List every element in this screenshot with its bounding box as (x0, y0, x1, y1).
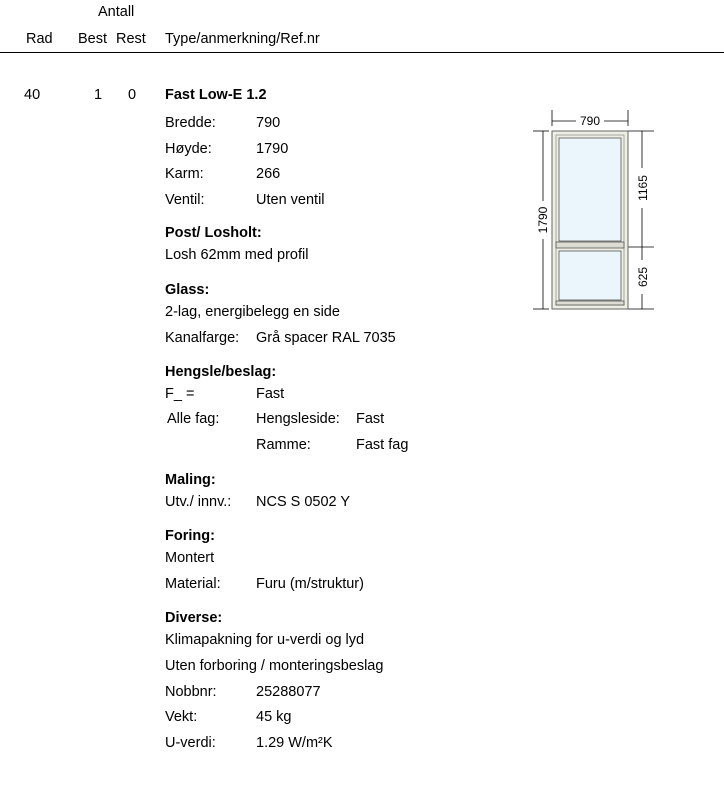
foring-material-label: Material: (165, 576, 221, 592)
dim-lower-label: 625 (636, 266, 650, 288)
row-rad: 40 (24, 87, 41, 103)
maling-value: NCS S 0502 Y (256, 494, 351, 510)
header-divider (0, 52, 724, 53)
hengsleside-label: Hengsleside: (256, 411, 340, 427)
spec-ventil-value: Uten ventil (256, 192, 325, 208)
ramme-label: Ramme: (256, 437, 311, 453)
row-rest: 0 (128, 87, 137, 103)
glass-kanal-label: Kanalfarge: (165, 330, 240, 346)
vekt-value: 45 kg (256, 709, 292, 725)
transom-bar (556, 242, 624, 248)
glass-text: 2-lag, energibelegg en side (165, 304, 340, 320)
hengsle-f-value: Fast (256, 386, 285, 402)
hengsleside-value: Fast (356, 411, 385, 427)
dim-width-label: 790 (579, 114, 601, 128)
dim-height-label: 1790 (536, 206, 550, 234)
nobb-value: 25288077 (256, 684, 321, 700)
hengsle-alle-label: Alle fag: (167, 411, 220, 427)
uverdi-label: U-verdi: (165, 735, 216, 751)
row-best: 1 (94, 87, 103, 103)
spec-karm-label: Karm: (165, 166, 204, 182)
header-rest: Rest (116, 31, 146, 47)
vekt-label: Vekt: (165, 709, 198, 725)
uverdi-value: 1.29 W/m²K (256, 735, 333, 751)
spec-bredde-label: Bredde: (165, 115, 216, 131)
foring-text: Montert (165, 550, 215, 566)
header-best: Best (78, 31, 108, 47)
lower-glass-pane (559, 251, 621, 300)
maling-label: Utv./ innv.: (165, 494, 232, 510)
ramme-value: Fast fag (356, 437, 409, 453)
spec-hoyde-label: Høyde: (165, 141, 212, 157)
hengsle-f-label: F_ = (165, 386, 195, 402)
dim-upper-label: 1165 (636, 175, 650, 201)
diverse-heading: Diverse: (165, 610, 223, 626)
glass-kanal-value: Grå spacer RAL 7035 (256, 330, 396, 346)
nobb-label: Nobbnr: (165, 684, 217, 700)
upper-glass-pane (559, 138, 621, 241)
spec-karm-value: 266 (256, 166, 281, 182)
header-type: Type/anmerkning/Ref.nr (165, 31, 320, 47)
post-text: Losh 62mm med profil (165, 247, 309, 263)
window-drawing (530, 110, 660, 315)
diverse-line2: Uten forboring / monteringsbeslag (165, 658, 384, 674)
spec-bredde-value: 790 (256, 115, 281, 131)
foring-heading: Foring: (165, 528, 215, 544)
header-rad: Rad (26, 31, 53, 47)
maling-heading: Maling: (165, 472, 216, 488)
glass-heading: Glass: (165, 282, 210, 298)
diverse-line1: Klimapakning for u-verdi og lyd (165, 632, 365, 648)
spec-ventil-label: Ventil: (165, 192, 205, 208)
post-heading: Post/ Losholt: (165, 225, 262, 241)
spec-hoyde-value: 1790 (256, 141, 289, 157)
product-title: Fast Low-E 1.2 (165, 87, 267, 103)
bottom-rail (556, 301, 624, 305)
foring-material-value: Furu (m/struktur) (256, 576, 364, 592)
header-antall: Antall (98, 4, 135, 20)
hengsle-heading: Hengsle/beslag: (165, 364, 277, 380)
